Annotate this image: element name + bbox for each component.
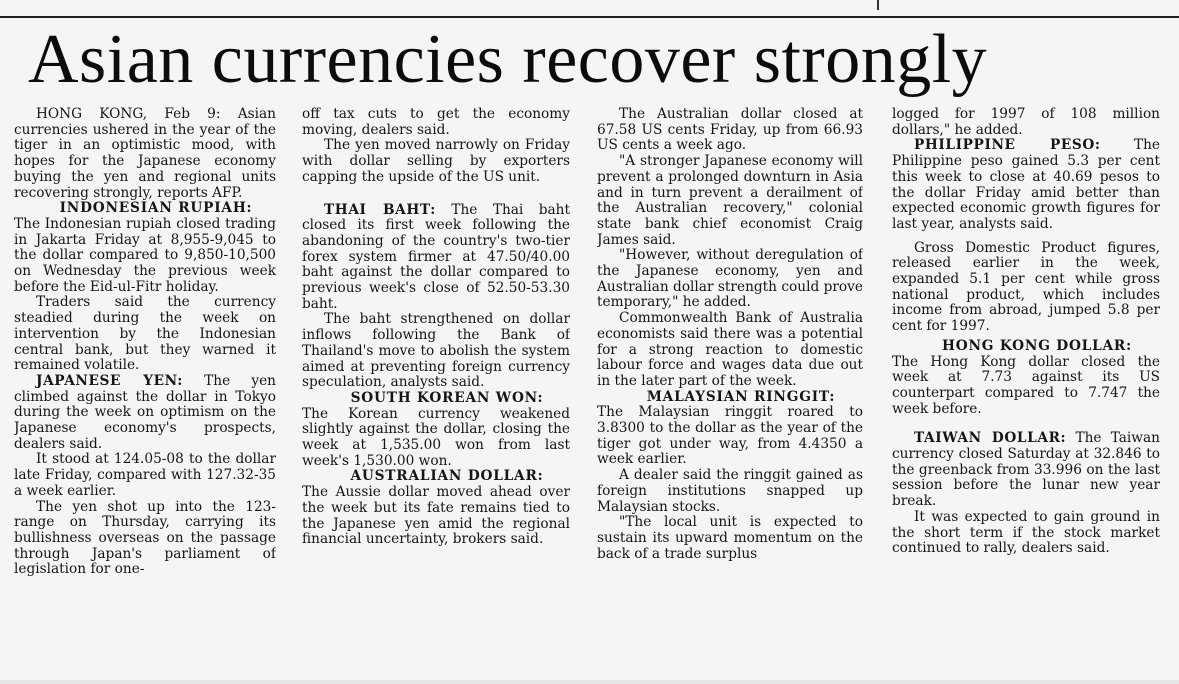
paragraph: logged for 1997 of 108 million dollars," he added. xyxy=(892,107,1160,138)
paragraph: Gross Domestic Product figures, released earlier in the week, expanded 5.1 per cent while gross national product, which includes income from abroad, jumped 5.8 per cent for 1997. xyxy=(892,239,1160,335)
section-heading-thai-baht: THAI BAHT: xyxy=(324,201,436,218)
paragraph: Traders said the currency steadied during the week on intervention by the Indonesian central bank, but they warned it remained volatile. xyxy=(14,294,276,374)
paragraph: A dealer said the ringgit gained as foreign institutions snapped up Malaysian stocks. xyxy=(597,467,863,515)
column-4 xyxy=(892,107,1160,653)
paragraph: It stood at 124.05-08 to the dollar late Friday, compared with 127.32-35 a week earlier. xyxy=(14,451,276,499)
paragraph: HONG KONG, Feb 9: Asian currencies ushered in the year of the tiger in an optimistic mood, with hopes for the Japanese economy buying the yen and regional units recovering strongly, reports AFP. xyxy=(14,107,276,201)
bottom-edge xyxy=(0,680,1179,684)
section-heading-indonesian-rupiah: INDONESIAN RUPIAH: xyxy=(59,200,253,217)
paragraph-thai-baht xyxy=(302,203,570,313)
paragraph: The Malaysian ringgit roared to 3.8300 to the dollar as the year of the tiger got under way, from 4.4350 a week earlier. xyxy=(597,404,863,468)
paragraph-taiwan-dollar xyxy=(892,431,1160,510)
paragraph: Commonwealth Bank of Australia economists said there was a potential for a strong reaction to domestic labour force and wages data due out in the later part of the week. xyxy=(597,310,863,389)
paragraph: The baht strengthened on dollar inflows following the Bank of Thailand's move to abolish the system aimed at preventing foreign currency speculation, analysts said. xyxy=(302,311,570,391)
paragraph: The Australian dollar closed at 67.58 US cents Friday, up from 66.93 US cents a week ago. xyxy=(597,107,863,154)
section-heading-japanese-yen: JAPANESE YEN: xyxy=(36,372,183,389)
paragraph: The Indonesian rupiah closed trading in Jakarta Friday at 8,955-9,045 to the dollar compared to 9,850-10,500 on Wednesday the previous week before the Eid-ul-Fitr holiday. xyxy=(14,215,276,295)
paragraph: It was expected to gain ground in the short term if the stock market continued to rally, dealers said. xyxy=(892,508,1160,557)
paragraph: "The local unit is expected to sustain its upward momentum on the back of a trade surplus xyxy=(597,514,863,562)
section-heading-philippine-peso: PHILIPPINE PESO: xyxy=(914,137,1101,154)
paragraph: off tax cuts to get the economy moving, dealers said. xyxy=(302,107,570,138)
section-heading-malaysian-ringgit: MALAYSIAN RINGGIT: xyxy=(646,388,836,405)
section-heading-taiwan-dollar: TAIWAN DOLLAR: xyxy=(914,430,1067,447)
paragraph: "A stronger Japanese economy will prevent a prolonged downturn in Asia and in turn prevent a derailment of the Australian recovery," colonial state bank chief economist Craig James said. xyxy=(597,153,863,248)
paragraph: The Korean currency weakened slightly against the dollar, closing the week at 1,535.00 won from last week's 1,530.00 won. xyxy=(302,405,570,469)
paragraph-text: The Thai baht closed its first week following the abandoning of the country's two-tier forex system firmer at 47.50/40.00 baht against the dollar compared to previous week's close of 52.50-53.30 baht. xyxy=(302,201,570,312)
paragraph-text: The Philippine peso gained 5.3 per cent this week to close at 40.69 pesos to the dollar Friday amid better than expected economic growth figures for last year, analysts said. xyxy=(892,137,1160,232)
column-2 xyxy=(302,107,570,649)
section-heading-hong-kong-dollar: HONG KONG DOLLAR: xyxy=(942,337,1132,354)
section-heading-south-korean-won: SOUTH KOREAN WON: xyxy=(350,389,544,406)
paragraph-text: The Taiwan currency closed Saturday at 32.846 to the greenback from 33.996 on the last session before the lunar new year break. xyxy=(892,430,1160,510)
paragraph-text: The yen climbed against the dollar in Tokyo during the week on optimism on the Japanese economy's prospects, dealers said. xyxy=(14,372,276,452)
paragraph: The yen shot up into the 123-range on Thursday, carrying its bullishness overseas on the passage through Japan's parliament of legislation for one- xyxy=(14,498,276,578)
paragraph: The Aussie dollar moved ahead over the week but its fate remains tied to the Japanese yen amid the regional financial uncertainty, brokers said. xyxy=(302,484,570,548)
section-heading-australian-dollar: AUSTRALIAN DOLLAR: xyxy=(350,468,544,485)
paragraph: "However, without deregulation of the Japanese economy, yen and Australian dollar strength could prove temporary," he added. xyxy=(597,247,863,311)
paragraph: The yen moved narrowly on Friday with dollar selling by exporters capping the upside of the US unit. xyxy=(302,137,570,185)
top-mark xyxy=(877,0,879,10)
paragraph-japanese-yen xyxy=(14,374,276,453)
paragraph-philippine-peso xyxy=(892,138,1160,232)
column-3 xyxy=(597,107,863,651)
column-1 xyxy=(14,107,276,651)
paragraph: The Hong Kong dollar closed the week at 7.73 against its US counterpart compared to 7.747 the week before. xyxy=(892,353,1160,417)
headline: Asian currencies recover strongly xyxy=(28,21,988,98)
